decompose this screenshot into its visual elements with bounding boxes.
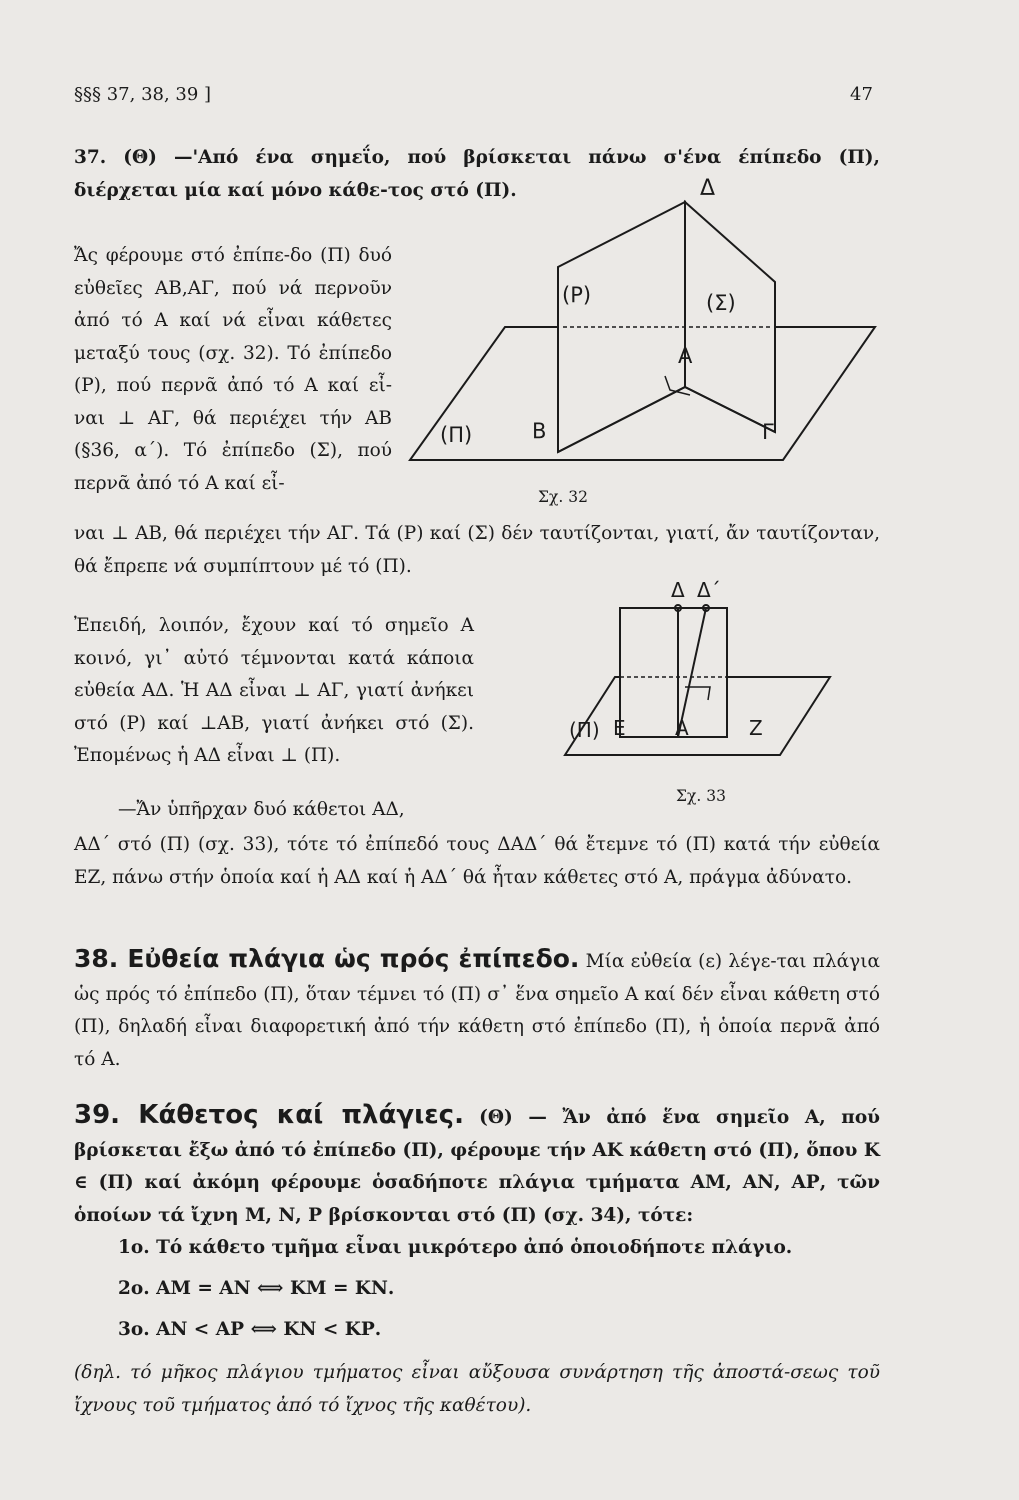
- figure-32-caption: Σχ. 32: [538, 488, 588, 506]
- theorem-39: (Θ) — Ἄν ἀπό ἕνα σημεῖο Α, πού βρίσκεται ἔξω ἀπό τό ἐπίπεδο (Π), φέρουμε τήν ΑΚ κάθετη στό (Π), ὅπου Κ ∈ (Π) καί ἀκόμη φέρουμε ὁσαδήποτε πλάγια τμήματα ΑΜ, ΑΝ, ΑΡ, τῶν ὁποίων τά ἴχνη Μ, Ν, Ρ βρίσκονται στό (Π) (σχ. 34), τότε:: [74, 1107, 881, 1226]
- label-rho: (Ρ): [562, 283, 592, 307]
- figure-32: [400, 162, 890, 512]
- theorem-37: 37. (Θ) —'Από ένα σημεΐο, πού βρίσκεται πάνω σ'ένα έπίπεδο (Π), διέρχεται μία καί μόνο κάθε-τος στό (Π).: [74, 147, 880, 201]
- theorem-39-item-2: 2ο. ΑΜ = ΑΝ ⟺ ΚΜ = ΚΝ.: [118, 1278, 395, 1299]
- section-39-title: 39. Κάθετος καί πλάγιες.: [74, 1100, 464, 1130]
- section-reference: §§§ 37, 38, 39 ]: [74, 84, 212, 105]
- proof-37-part1: Ἄς φέρουμε στό ἐπίπε-δο (Π) δυό εὐθεῖες ΑΒ,ΑΓ, πού νά περνοῦν ἀπό τό Α καί νά εἶναι κάθετες μεταξύ τους (σχ. 32). Τό ἐπίπεδο (Ρ), πού περνᾶ ἀπό τό Α καί εἶ-ναι ⊥ ΑΓ, θά περιέχει τήν ΑΒ (§36, α΄). Τό ἐπίπεδο (Σ), πού περνᾶ ἀπό τό Α καί εἶ-: [74, 245, 392, 494]
- theorem-39-item-3: 3ο. ΑΝ < ΑΡ ⟺ ΚΝ < ΚΡ.: [118, 1319, 382, 1340]
- uniqueness-intro: —Ἄν ὑπῆρχαν δυό κάθετοι ΑΔ,: [118, 799, 405, 820]
- section-38-body: Μία εὐθεία (ε) λέγε-ται πλάγια ὡς πρός τό ἐπίπεδο (Π), ὅταν τέμνει τό (Π) σ᾽ ἕνα σημεῖο Α καί δέν εἶναι κάθετη στό (Π), δηλαδή εἶναι διαφορετική ἀπό τήν κάθετη στό ἐπίπεδο (Π), ἡ ὁποία περνᾶ ἀπό τό Α.: [74, 951, 880, 1070]
- label-zeta: Ζ: [749, 716, 763, 740]
- uniqueness-argument: ΑΔ΄ στό (Π) (σχ. 33), τότε τό ἐπίπεδό τους ΔΑΔ΄ θά ἔτεμνε τό (Π) κατά τήν εὐθεία ΕΖ, πάνω στήν ὁποία καί ἡ ΑΔ καί ἡ ΑΔ΄ θά ἦταν κάθετες στό Α, πράγμα ἀδύνατο.: [74, 834, 880, 888]
- label-sigma: (Σ): [706, 291, 736, 315]
- section-38: [74, 943, 880, 1076]
- label-beta: Β: [532, 419, 547, 443]
- proof-37-part2: ναι ⊥ ΑΒ, θά περιέχει τήν ΑΓ. Τά (Ρ) καί (Σ) δέν ταυτίζονται, γιατί, ἄν ταυτίζονταν, θά ἔπρεπε νά συμπίπτουν μέ τό (Π).: [74, 523, 880, 577]
- label-delta: Δ: [671, 578, 685, 602]
- label-epsilon: Ε: [613, 716, 626, 740]
- note-39: (δηλ. τό μῆκος πλάγιου τμήματος εἶναι αὔξουσα συνάρτηση τῆς ἀποστά-σεως τοῦ ἴχνους τοῦ τμήματος ἀπό τό ἴχνος τῆς καθέτου).: [74, 1362, 880, 1416]
- theorem-39-item-1: 1ο. Τό κάθετο τμῆμα εἶναι μικρότερο ἀπό ὁποιοδήποτε πλάγιο.: [118, 1237, 793, 1258]
- label-alpha: Α: [675, 716, 689, 740]
- label-alpha: Α: [678, 344, 693, 368]
- figure-33-caption: Σχ. 33: [676, 787, 726, 805]
- label-gamma: Γ: [762, 420, 774, 444]
- label-delta: Δ: [700, 176, 716, 201]
- section-39: [74, 1099, 880, 1232]
- section-38-title: 38. Εὐθεία πλάγια ὡς πρός ἐπίπεδο.: [74, 944, 580, 973]
- proof-37-part3: Ἐπειδή, λοιπόν, ἔχουν καί τό σημεῖο Α κοινό, γι᾽ αὐτό τέμνονται κατά κάποια εὐθεία ΑΔ. Ἡ ΑΔ εἶναι ⊥ ΑΓ, γιατί ἀνήκει στό (Ρ) καί ⊥ΑΒ, γιατί ἀνήκει στό (Σ). Ἐπομένως ἡ ΑΔ εἶναι ⊥ (Π).: [74, 615, 474, 766]
- plane-dad: [620, 608, 727, 737]
- label-pi: (Π): [440, 423, 473, 447]
- label-delta-prime: Δ΄: [697, 578, 721, 602]
- label-pi: (Π): [569, 718, 600, 742]
- page-number: 47: [850, 84, 873, 105]
- figure-33: [535, 575, 845, 785]
- plane-sigma: [685, 202, 775, 432]
